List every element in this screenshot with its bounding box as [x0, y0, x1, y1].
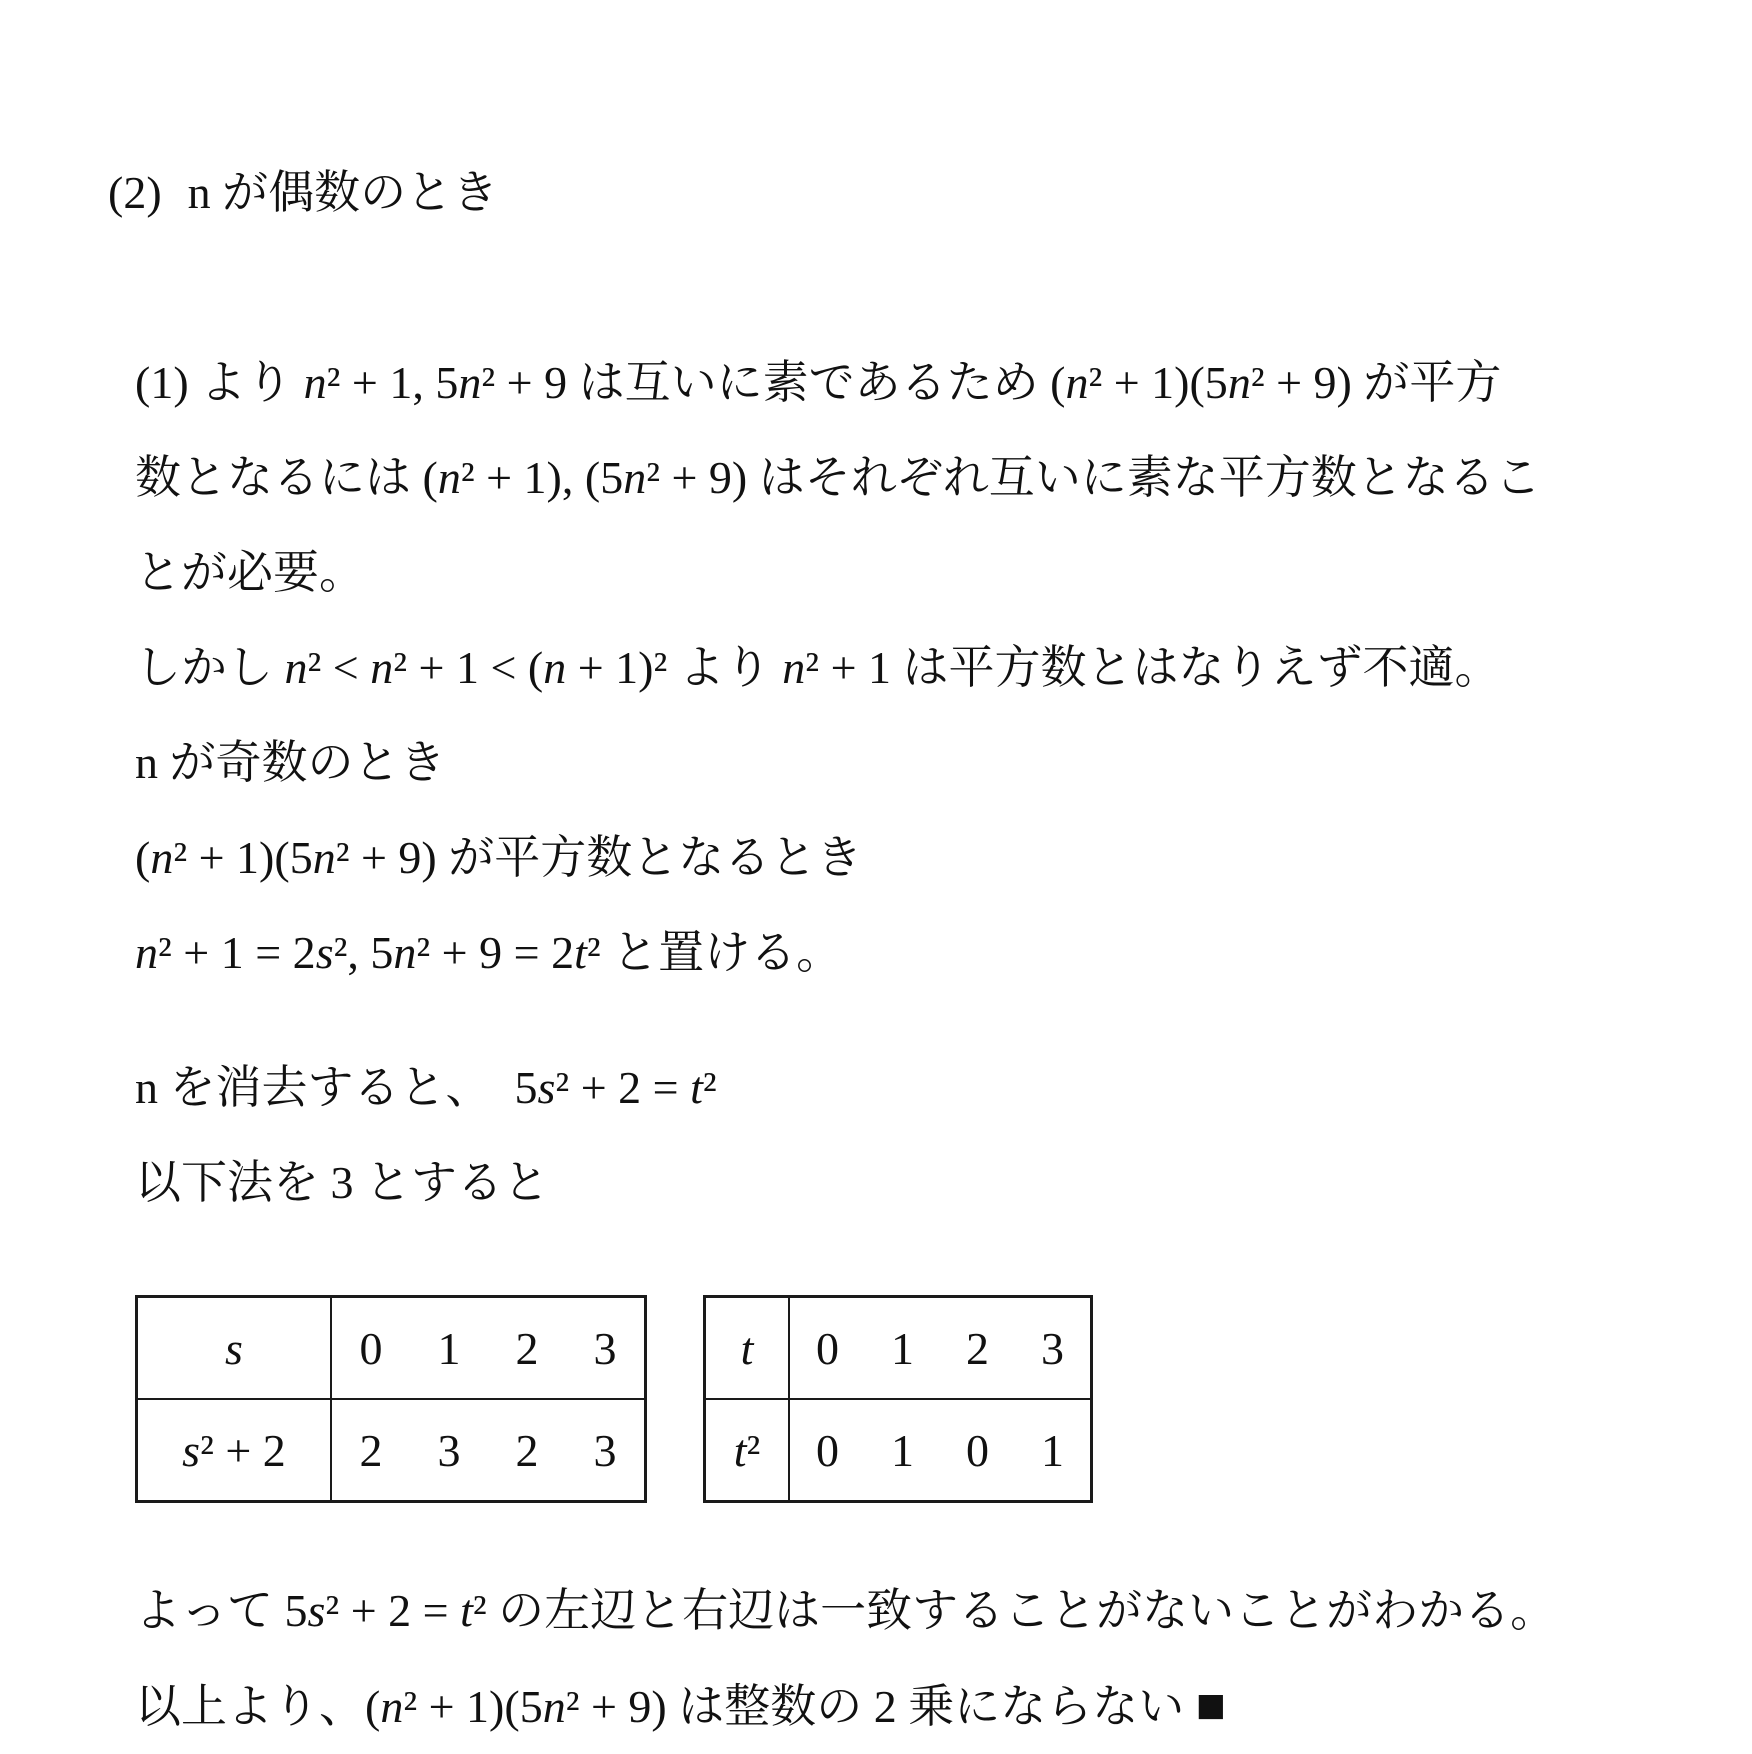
math-literal: ²	[586, 927, 601, 978]
table-value-cell: 0	[816, 1322, 839, 1374]
math-variable: s	[315, 927, 334, 978]
table-value-cell: 2	[515, 1322, 539, 1374]
math-literal: 5	[514, 1062, 538, 1113]
math-variable: n	[393, 927, 417, 978]
table-value-cell: 1	[891, 1322, 914, 1374]
math-literal: + 1)²	[566, 642, 668, 693]
table-value-cell: 0	[966, 1424, 989, 1476]
math-variable: n	[782, 642, 806, 693]
math-literal: ², 5	[333, 927, 394, 978]
mod3-table-t	[703, 1295, 1093, 1503]
math-segment	[515, 1062, 717, 1113]
table-values	[332, 1400, 644, 1500]
math-segment	[423, 452, 748, 503]
text-segment: (1) より	[135, 357, 304, 408]
text-segment: は互いに素であるため	[567, 357, 1051, 408]
math-variable: s	[225, 1322, 243, 1374]
table-row	[706, 1298, 1090, 1398]
math-variable: n	[543, 642, 567, 693]
math-variable: n	[437, 452, 461, 503]
math-literal: ² + 1), (5	[460, 452, 624, 503]
table-value-cell: 3	[437, 1424, 461, 1476]
table-row	[138, 1398, 644, 1500]
math-variable: n	[150, 832, 174, 883]
mod3-tables-row	[135, 1295, 1752, 1503]
math-literal: ² + 9	[481, 357, 568, 408]
math-variable: t	[460, 1585, 473, 1636]
math-segment	[285, 1585, 487, 1636]
math-literal: ² + 9)	[1250, 357, 1352, 408]
text-segment: は整数の 2 乗にならない	[666, 1681, 1196, 1732]
math-variable: n	[284, 642, 308, 693]
math-literal: ² + 1 < (	[393, 642, 544, 693]
table-values	[790, 1298, 1090, 1398]
math-variable: t	[690, 1062, 703, 1113]
math-literal: ²	[746, 1424, 761, 1476]
math-variable: n	[623, 452, 647, 503]
math-segment	[304, 357, 567, 408]
math-literal: ² + 1, 5	[326, 357, 459, 408]
text-segment: n を消去すると、	[135, 1062, 515, 1113]
math-variable: t	[574, 927, 587, 978]
math-variable: n	[380, 1681, 404, 1732]
text-segment: n が奇数のとき	[135, 737, 446, 788]
math-literal: ² + 1 = 2	[158, 927, 316, 978]
math-segment	[365, 1681, 667, 1732]
math-literal: (	[135, 832, 151, 883]
math-literal: (	[1050, 357, 1066, 408]
math-segment	[135, 832, 437, 883]
text-segment: と置ける。	[600, 927, 843, 978]
math-variable: n	[458, 357, 482, 408]
table-values	[790, 1400, 1090, 1500]
math-literal: 5	[284, 1585, 308, 1636]
table-value-cell: 1	[1041, 1424, 1064, 1476]
table-value-cell: 3	[593, 1322, 617, 1374]
math-variable: n	[370, 642, 394, 693]
math-variable: t	[733, 1424, 747, 1476]
text-segment: よって	[135, 1585, 285, 1636]
table-header-cell	[706, 1400, 790, 1500]
math-literal: ² + 1)(5	[1088, 357, 1228, 408]
table-header-cell	[138, 1298, 332, 1398]
qed-square: ■	[1195, 1677, 1226, 1733]
paragraph	[135, 335, 1752, 430]
section-heading	[62, 50, 1752, 335]
math-variable: n	[312, 832, 336, 883]
paragraph	[135, 430, 1752, 525]
text-segment: が平方数となるとき	[436, 832, 863, 883]
math-literal: ² + 9)	[646, 452, 748, 503]
math-variable: t	[740, 1322, 754, 1374]
math-variable: s	[537, 1062, 556, 1113]
paragraph	[135, 525, 1752, 620]
math-variable: s	[307, 1585, 326, 1636]
text-segment: 以下法を 3 とすると	[135, 1157, 549, 1208]
math-literal: ²	[472, 1585, 487, 1636]
text-segment: より	[667, 642, 783, 693]
heading-text: n が偶数のとき	[187, 167, 499, 218]
text-segment: の左辺と右辺は一致することがないことがわかる。	[486, 1585, 1557, 1636]
table-value-cell: 2	[515, 1424, 539, 1476]
math-literal: ² + 2 =	[555, 1062, 691, 1113]
math-literal: ² + 1)(5	[403, 1681, 543, 1732]
text-segment: が平方	[1351, 357, 1502, 408]
table-value-cell: 2	[359, 1424, 383, 1476]
proof-body	[135, 335, 1752, 1754]
math-variable: s	[182, 1424, 201, 1476]
paragraph	[135, 1658, 1752, 1754]
math-literal: ² + 2 =	[325, 1585, 461, 1636]
math-literal: ² + 1	[805, 642, 892, 693]
math-literal: ² + 1)(5	[173, 832, 313, 883]
table-value-cell: 1	[891, 1424, 914, 1476]
math-literal: ² + 9)	[565, 1681, 667, 1732]
math-segment	[782, 642, 891, 693]
paragraph	[135, 620, 1752, 715]
math-literal: ² + 2	[200, 1424, 286, 1476]
table-value-cell: 3	[593, 1424, 617, 1476]
math-variable: n	[542, 1681, 566, 1732]
math-literal: ² + 9 = 2	[416, 927, 575, 978]
table-header-cell	[706, 1298, 790, 1398]
math-variable: n	[135, 927, 158, 978]
table-value-cell: 0	[816, 1424, 839, 1476]
paragraph	[135, 715, 1752, 810]
math-literal: (	[365, 1681, 381, 1732]
math-literal: ² + 9)	[335, 832, 437, 883]
text-segment: とが必要。	[135, 547, 365, 598]
table-value-cell: 2	[966, 1322, 989, 1374]
table-header-cell	[138, 1400, 332, 1500]
paragraph	[135, 1563, 1752, 1658]
math-segment	[135, 927, 601, 978]
table-values	[332, 1298, 644, 1398]
text-segment: しかし	[135, 642, 285, 693]
math-variable: n	[1065, 357, 1089, 408]
math-variable: n	[1227, 357, 1251, 408]
table-value-cell: 1	[437, 1322, 461, 1374]
text-segment: はそれぞれ互いに素な平方数となるこ	[747, 452, 1541, 503]
table-row	[706, 1398, 1090, 1500]
math-literal: ² <	[307, 642, 371, 693]
paragraph	[135, 1135, 1752, 1230]
text-segment: 数となるには	[135, 452, 423, 503]
table-value-cell: 3	[1041, 1322, 1064, 1374]
math-segment	[1050, 357, 1352, 408]
table-value-cell: 0	[359, 1322, 383, 1374]
math-literal: (	[422, 452, 438, 503]
paragraph	[135, 1040, 1752, 1135]
math-variable: n	[303, 357, 327, 408]
paragraph	[135, 810, 1752, 905]
item-marker: (2)	[108, 167, 162, 218]
text-segment: は平方数とはなりえず不適。	[891, 642, 1501, 693]
math-literal: ²	[702, 1062, 717, 1113]
table-row	[138, 1298, 644, 1398]
paragraph	[135, 905, 1752, 1000]
math-segment	[285, 642, 668, 693]
text-segment: 以上より、	[135, 1681, 365, 1732]
mod3-table-s	[135, 1295, 647, 1503]
